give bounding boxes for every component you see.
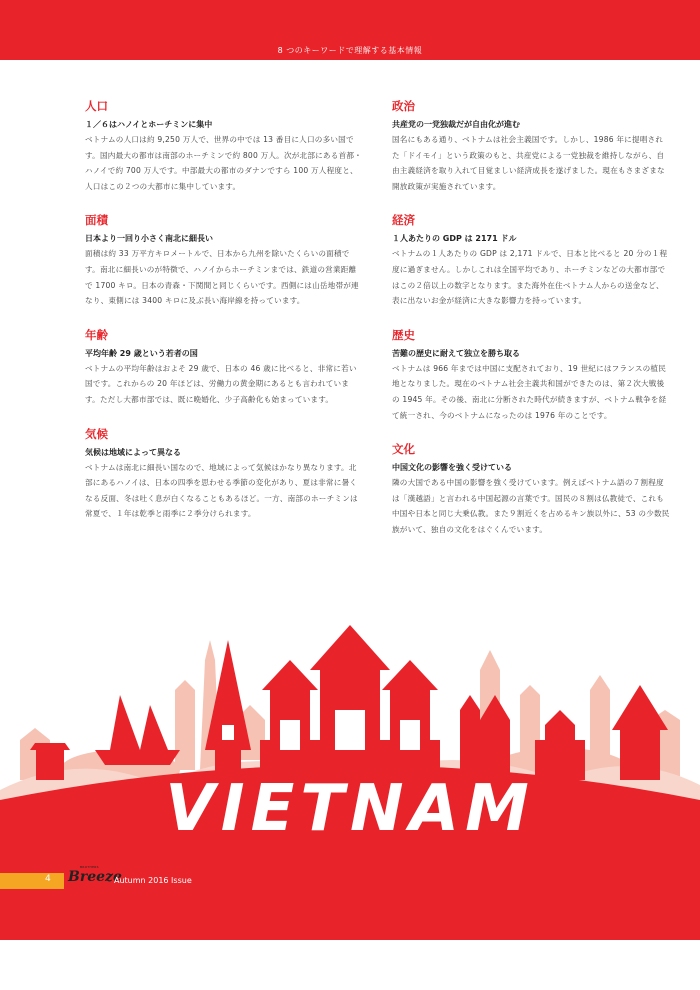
section-heading: 面積	[85, 213, 108, 228]
section-body: ベトナムの平均年齢はおよそ 29 歳で、日本の 46 歳に比べると、非常に若い国です。これからの 20 年ほどは、労働力の黄金期にあるとも言われています。ただし大都市部では、既に晩婚化、少子高齢化も始まっています。	[85, 363, 357, 404]
section-subheading: 苦難の歴史に耐えて独立を勝ち取る	[392, 348, 520, 358]
left-column	[85, 98, 363, 540]
header-band	[0, 0, 700, 60]
section-heading: 人口	[85, 99, 108, 113]
page-number: 4	[45, 874, 51, 884]
section-body: ベトナムは南北に細長い国なので、地域によって気候はかなり異なります。北部にあるハノイは、日本の四季を思わせる季節の変化があり、夏は非常に暑くなる反面、冬は吐く息が白くなることもあるほど。一方、南部のホーチミンは常夏で、１年は乾季と雨季に２季分けられます。	[85, 462, 358, 519]
section-body: 隣の大国である中国の影響を強く受けています。例えばベトナム語の７割程度は「漢越語」と言われる中国起源の言葉です。国民の８割は仏教徒で、これも中国や日本と同じ大乗仏教。また９割近くを占めるキン族以外に、53 の少数民族がいて、独自の文化をはぐくんでいます。	[392, 478, 670, 534]
section-subheading: 日本より一回り小さく南北に細長い	[85, 234, 213, 244]
section-climate	[85, 426, 363, 522]
section-subheading: 気候は地域によって異なる	[85, 447, 181, 457]
section-population	[85, 98, 363, 194]
section-politics	[392, 98, 670, 194]
vietnam-banner-text: VIETNAM	[165, 772, 535, 846]
right-column	[392, 98, 670, 556]
section-body: ベトナムは 966 年までは中国に支配されており、19 世紀にはフランスの植民地となりました。現在のベトナム社会主義共和国ができたのは、第２次大戦後の 1945 年。その後、南北に分断された時代が続きますが、ベトナム戦争を経て統一され、今のベトナムになったのは 1976 年のことです。	[392, 363, 667, 420]
issue-label: Autumn 2016 Issue	[114, 876, 192, 885]
section-heading: 気候	[85, 426, 108, 441]
brand-superscript: BROTHERS	[80, 865, 99, 869]
section-heading: 文化	[392, 442, 415, 457]
brand-logo: Breeze	[68, 869, 122, 885]
section-subheading: １／６はハノイとホーチミンに集中	[85, 120, 213, 129]
section-subheading: 共産党の一党独裁だが自由化が進む	[392, 120, 520, 129]
section-heading: 政治	[392, 99, 415, 113]
section-subheading: 平均年齢 29 歳という若者の国	[85, 348, 198, 358]
page-tab	[0, 873, 64, 889]
header-title: 8 つのキーワードで理解する基本情報	[277, 46, 423, 55]
section-subheading: 中国文化の影響を強く受けている	[392, 463, 512, 473]
section-heading: 経済	[392, 213, 415, 228]
section-body: 面積は約 33 万平方キロメートルで、日本から九州を除いたくらいの面積です。南北に細長いのが特徴で、ハノイからホーチミンまでは、鉄道の営業距離で 1700 キロ。日本の青森・下関間と同じくらいです。西側には山岳地帯が連なり、東側には 3400 キロに及ぶ長い海岸線を持っています。	[85, 249, 359, 306]
section-body: ベトナムの１人あたりの GDP は 2,171 ドルで、日本と比べると 20 分の１程度に過ぎません。しかしこれは全国平均であり、ホーチミンなどの大都市部ではこの２倍以上の数字となります。また海外在住ベトナム人からの送金など、表に出ないお金が経済に大きな影響力を持っています。	[392, 249, 668, 306]
section-body: 国名にもある通り、ベトナムは社会主義国です。しかし、1986 年に提唱された「ドイモイ」という政策のもと、共産党による一党独裁を維持しながら、自由主義経済を取り入れて目覚ましい経済成長を遂げました。現在もさまざまな開放政策が実施されています。	[392, 135, 665, 191]
section-history	[392, 327, 670, 423]
section-heading: 年齢	[85, 327, 108, 342]
section-area	[85, 212, 363, 308]
vietnam-skyline-illustration	[0, 600, 700, 940]
section-culture	[392, 441, 670, 537]
landmark-silhouettes	[30, 625, 668, 780]
section-subheading: １人あたりの GDP は 2171 ドル	[392, 234, 517, 244]
section-economy	[392, 212, 670, 308]
section-body: ベトナムの人口は約 9,250 万人で、世界の中では 13 番目に人口の多い国です。国内最大の都市は南部のホーチミンで約 800 万人。次が北部にある首都・ハノイで約 700 万人です。中部最大の都市のダナンですら 100 万人程度と、人口はこの２つの大都市に集中しています。	[85, 135, 362, 191]
section-age	[85, 327, 363, 408]
section-heading: 歴史	[392, 327, 415, 342]
